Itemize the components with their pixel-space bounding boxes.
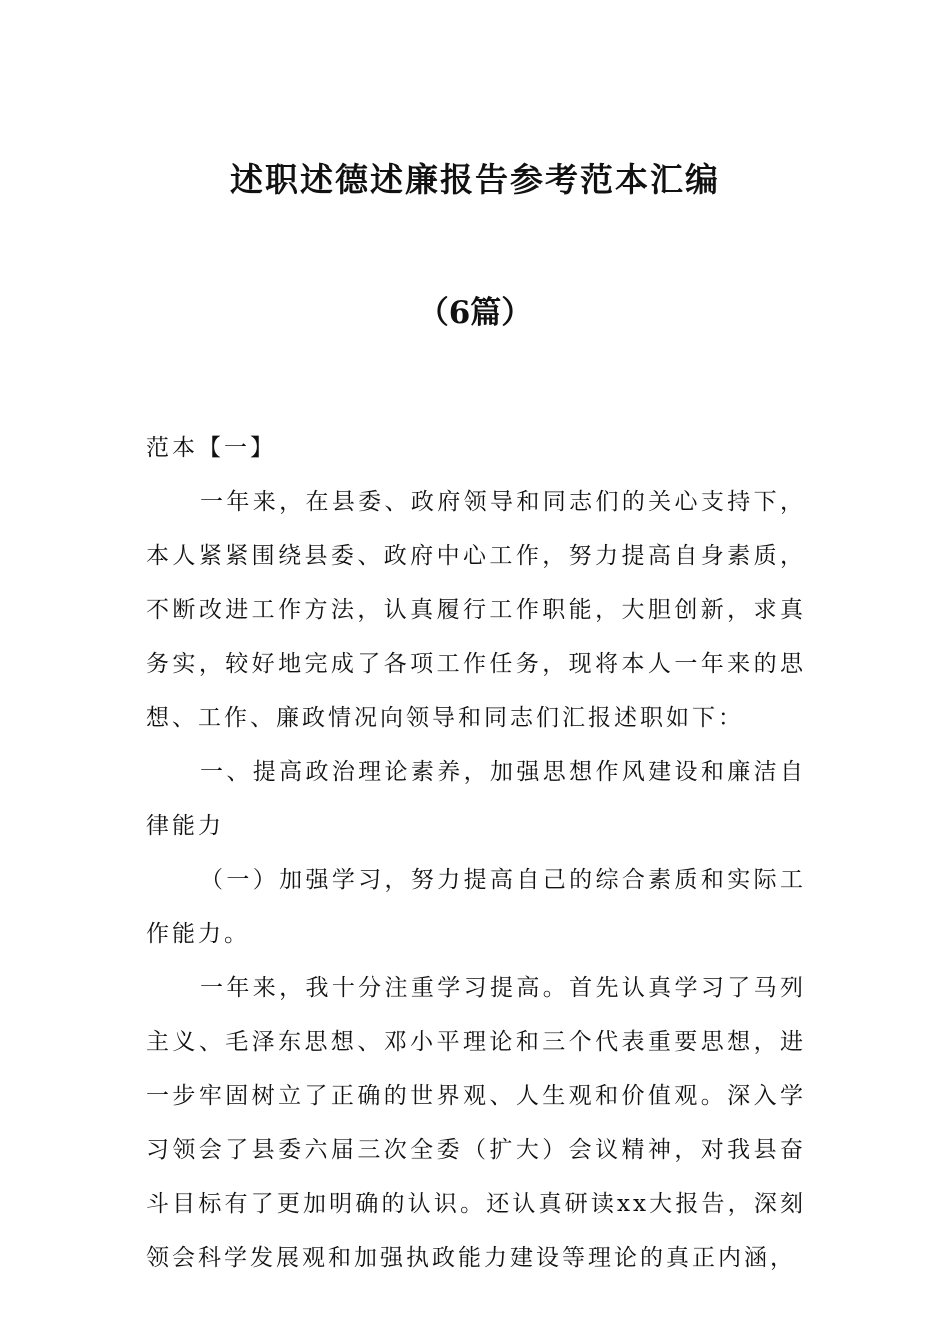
paragraph-intro: 一年来，在县委、政府领导和同志们的关心支持下，本人紧紧围绕县委、政府中心工作，努力提高自身素质，不断改进工作方法，认真履行工作职能，大胆创新，求真务实，较好地完成了各项工作任务，现将本人一年来的思想、工作、廉政情况向领导和同志们汇报述职如下：	[146, 489, 806, 731]
document-body	[146, 421, 806, 1285]
section-label: 范本【一】	[146, 435, 276, 461]
heading-level-1: 一、提高政治理论素养，加强思想作风建设和廉洁自律能力	[146, 759, 806, 839]
paragraph-study: 一年来，我十分注重学习提高。首先认真学习了马列主义、毛泽东思想、邓小平理论和三个代表重要思想，进一步牢固树立了正确的世界观、人生观和价值观。深入学习领会了县委六届三次全委（扩大）会议精神，对我县奋斗目标有了更加明确的认识。还认真研读xx大报告，深刻领会科学发展观和加强执政能力建设等理论的真正内涵，	[146, 975, 806, 1271]
heading-level-2: （一）加强学习，努力提高自己的综合素质和实际工作能力。	[146, 867, 806, 947]
document-title: 述职述德述廉报告参考范本汇编	[230, 160, 720, 199]
document-subtitle: （6篇）	[417, 295, 533, 331]
